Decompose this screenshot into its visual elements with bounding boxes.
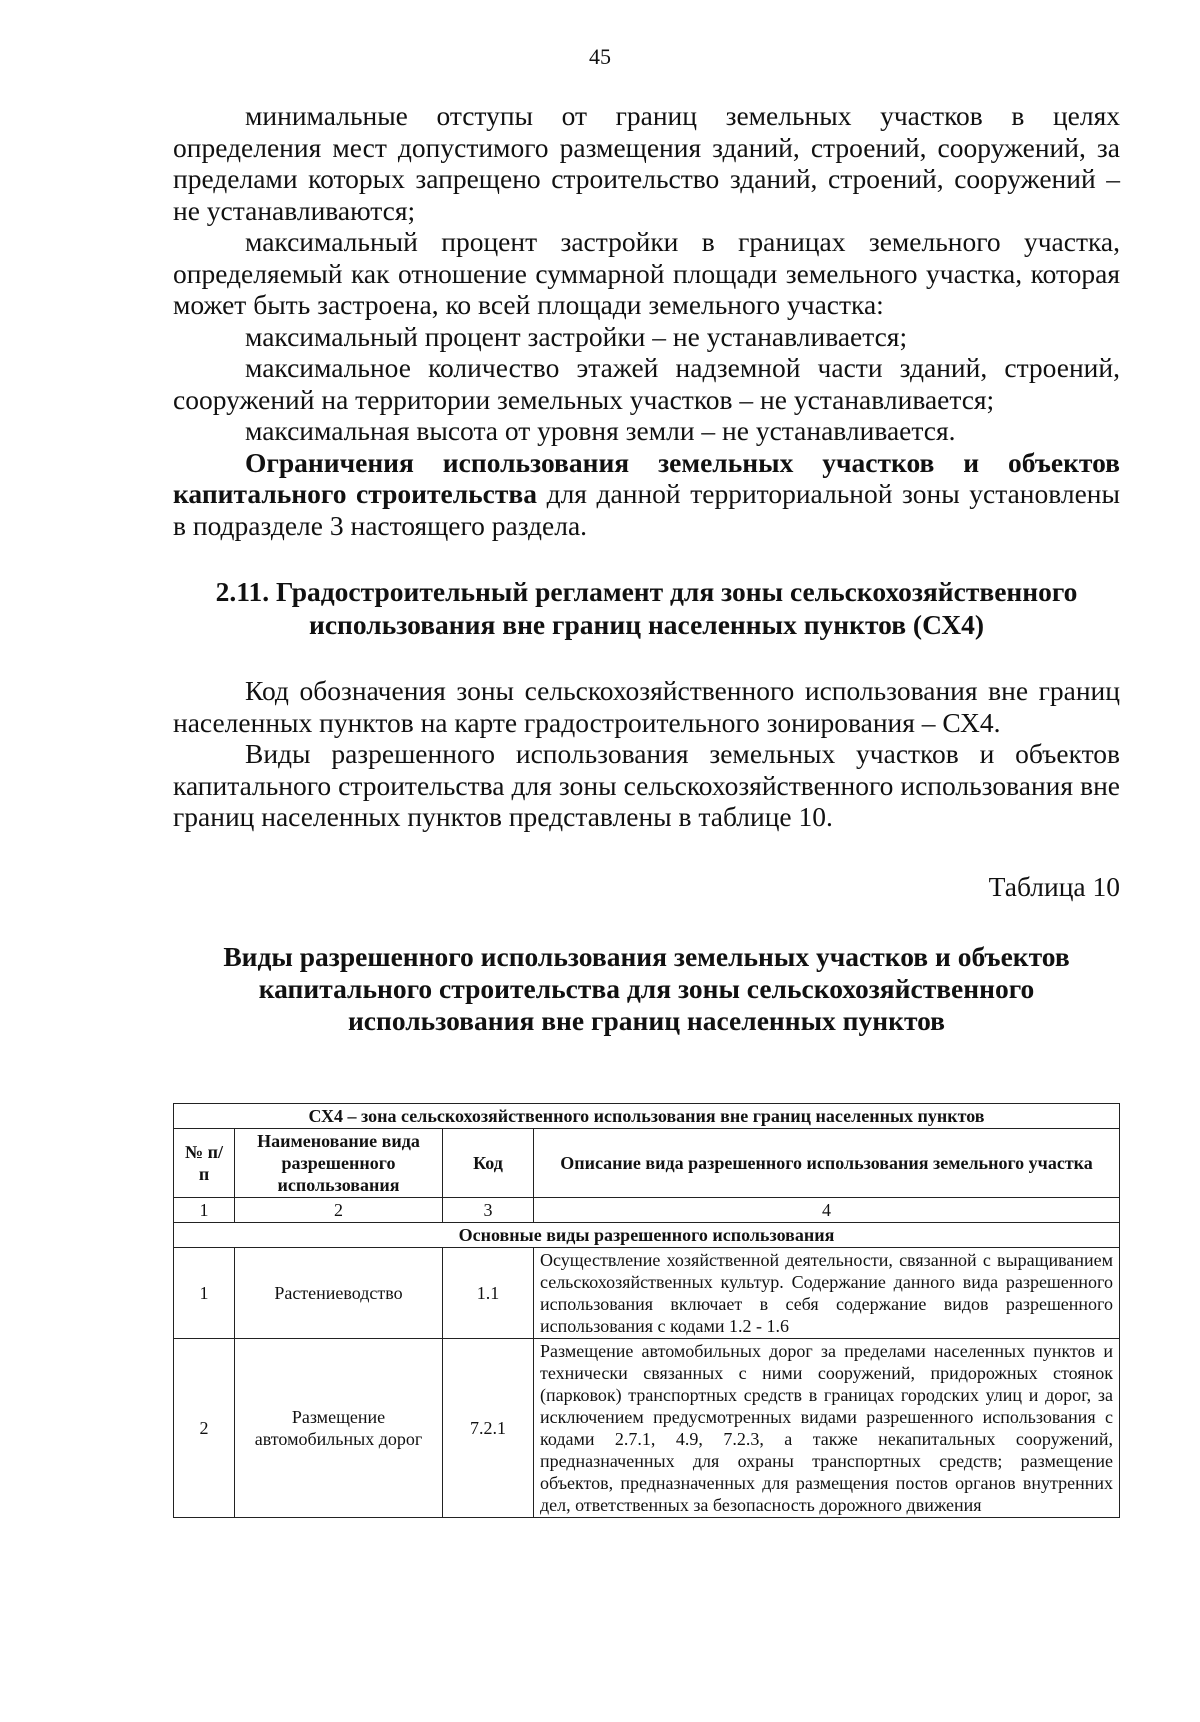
table-row bbox=[174, 1339, 1120, 1518]
paragraph-zone-code: Код обозначения зоны сельскохозяйственного использования вне границ населенных пунктов на карте градостроительного зонирования – СХ4. bbox=[173, 675, 1120, 738]
section-body bbox=[173, 675, 1120, 833]
table-col-number-row bbox=[174, 1198, 1120, 1223]
row-code: 1.1 bbox=[443, 1248, 534, 1339]
row-desc: Осуществление хозяйственной деятельности, связанной с выращиванием сельскохозяйственных культур. Содержание данного вида разрешенного использования включает в себя содержание видов разрешенного использования с кодами 1.2 - 1.6 bbox=[534, 1248, 1120, 1339]
header-code: Код bbox=[443, 1129, 534, 1198]
paragraph-max-floors: максимальное количество этажей надземной части зданий, строений, сооружений на территории земельных участков – не устанавливается; bbox=[173, 352, 1120, 415]
col-number: 2 bbox=[235, 1198, 443, 1223]
restrictions-bold-text: Ограничения использования земельных участков и объектов капитального строительства bbox=[173, 446, 1120, 509]
restrictions-text: для данной территориальной зоны установлены в подразделе 3 настоящего раздела. bbox=[173, 478, 1120, 541]
header-num: № п/п bbox=[174, 1129, 235, 1198]
paragraph-max-height: максимальная высота от уровня земли – не устанавливается. bbox=[245, 415, 956, 446]
table-header-row bbox=[174, 1129, 1120, 1198]
table-group-header: Основные виды разрешенного использования bbox=[174, 1223, 1120, 1248]
col-number: 1 bbox=[174, 1198, 235, 1223]
row-num: 2 bbox=[174, 1339, 235, 1518]
col-number: 4 bbox=[534, 1198, 1120, 1223]
paragraph-max-percent: максимальный процент застройки – не устанавливается; bbox=[245, 320, 908, 352]
table-group-row bbox=[174, 1223, 1120, 1248]
paragraph-building-percent: максимальный процент застройки в границах земельного участка, определяемый как отношение суммарной площади земельного участка, которая может быть застроена, ко всей площади земельного участка: bbox=[173, 226, 1120, 320]
row-name: Размещение автомобильных дорог bbox=[235, 1339, 443, 1518]
table-caption: Таблица 10 bbox=[988, 870, 1120, 902]
paragraph-setbacks: минимальные отступы от границ земельных участков в целях определения мест допустимого размещения зданий, строений, сооружений, за пределами которых запрещено строительство зданий, строений, сооружений – не устанавливаются; bbox=[173, 100, 1120, 226]
paragraph-restrictions bbox=[173, 447, 1120, 542]
row-desc: Размещение автомобильных дорог за пределами населенных пунктов и технически связанных с ними сооружений, придорожных стоянок (парковок) транспортных средств в границах городских улиц и дорог, за исключением предусмотренных видами разрешенного использования с кодами 2.7.1, 4.9, 7.2.3, а также некапитальных сооружений, предназначенных для охраны транспортных средств; размещение объектов, предназначенных для размещения постов органов внутренних дел, ответственных за безопасность дорожного движения bbox=[534, 1339, 1120, 1518]
usage-table bbox=[173, 1103, 1120, 1518]
table-zone-header: СХ4 – зона сельскохозяйственного использования вне границ населенных пунктов bbox=[174, 1104, 1120, 1129]
page-content bbox=[173, 100, 1120, 1037]
paragraph-usage-types: Виды разрешенного использования земельных участков и объектов капитального строительства для зоны сельскохозяйственного использования вне границ населенных пунктов представлены в таблице 10. bbox=[173, 738, 1120, 832]
table-zone-header-row bbox=[174, 1104, 1120, 1129]
table-title: Виды разрешенного использования земельных участков и объектов капитального строительства для зоны сельскохозяйственного использования вне границ населенных пунктов bbox=[223, 940, 1070, 1036]
section-heading: 2.11. Градостроительный регламент для зоны сельскохозяйственного использования вне границ населенных пунктов (СХ4) bbox=[215, 576, 1078, 640]
header-name: Наименование вида разрешенного использования bbox=[235, 1129, 443, 1198]
row-name: Растениеводство bbox=[235, 1248, 443, 1339]
page-number: 45 bbox=[589, 44, 611, 69]
row-code: 7.2.1 bbox=[443, 1339, 534, 1518]
col-number: 3 bbox=[443, 1198, 534, 1223]
header-desc: Описание вида разрешенного использования земельного участка bbox=[534, 1129, 1120, 1198]
table-row bbox=[174, 1248, 1120, 1339]
row-num: 1 bbox=[174, 1248, 235, 1339]
